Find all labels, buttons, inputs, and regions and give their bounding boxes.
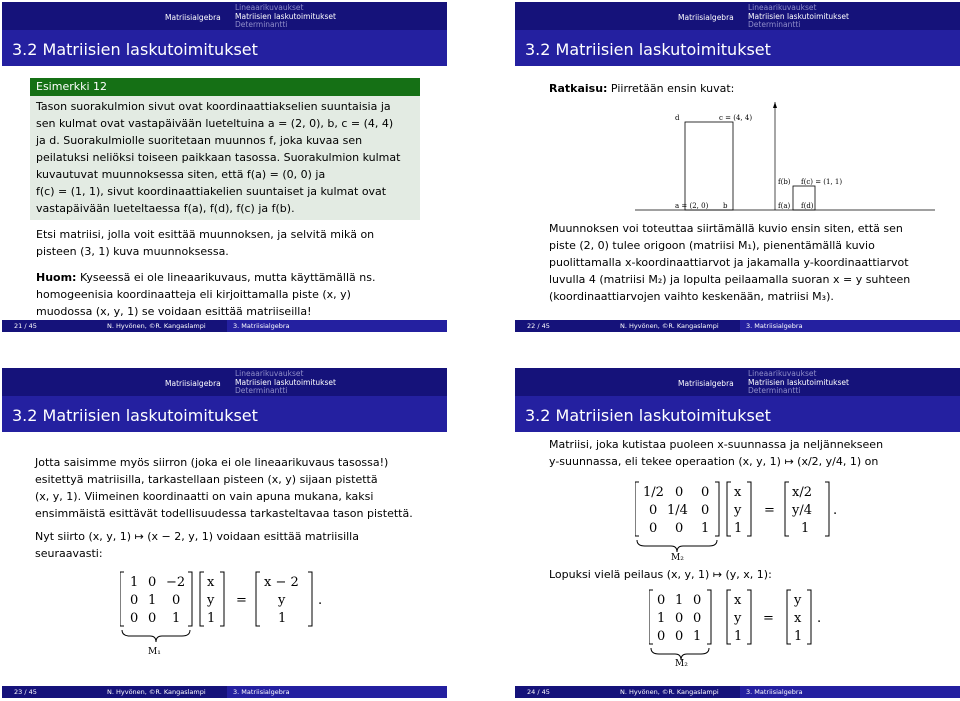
solution-intro [549,80,734,97]
nav-section[interactable]: Matriisialgebra [165,13,221,22]
footer-author: N. Hyvönen, ©R. Kangaslampi [107,322,206,330]
label-fc: f(c) = (1, 1) [801,178,843,186]
footer [515,320,960,332]
bracket-group [649,590,811,660]
frame-title: 3.2 Matriisien laskutoimitukset [12,406,258,425]
matrix-cell: 1 [657,611,666,626]
text-line: Nyt siirto (x, y, 1) ↦ (x − 2, y, 1) voidaan esittää matriisilla [35,530,359,543]
label-fb: f(b) [778,178,791,186]
matrix-cell: 0 [657,593,666,608]
solution-text [549,220,944,305]
footer-right [227,686,447,698]
solution-intro-text: Piirretään ensin kuvat: [607,82,735,95]
vector-cell: 1 [734,629,743,644]
vector-cell: x [207,575,215,590]
nav-sub-2[interactable]: Matriisien laskutoimitukset [748,11,849,21]
slide-23 [2,368,447,698]
nav-bar [515,2,960,30]
matrix-cell: 0 [693,593,702,608]
period: . [817,611,822,626]
note-line: homogeenisia koordinaatteja eli kirjoittamalla piste (x, y) [36,288,351,301]
text-line: esitettyä matriisilla, tarkastellaan pisteen (x, y) sijaan pistettä [35,473,378,486]
matrix-cell: 0 [701,485,710,500]
nav-bar [2,2,447,30]
example-line: kuvautuvat muunnoksessa siten, että f(a) = (0, 0) ja [36,168,326,181]
matrix-cell: 0 [130,593,139,608]
matrix-cell: 0 [701,503,710,518]
equals-sign: = [236,593,247,608]
matrix-cell: 0 [649,503,658,518]
nav-sub-2[interactable]: Matriisien laskutoimitukset [235,11,336,21]
matrix-cell: 0 [148,575,157,590]
nav-sub-1[interactable]: Lineaarikuvaukset [235,369,304,378]
vector-cell: 1 [207,611,216,626]
footer-chapter: 3. Matriisialgebra [233,322,290,330]
equals-sign: = [763,611,774,626]
transformation-figure [635,100,935,220]
result-cell: y [794,593,802,608]
example-title: Esimerkki 12 [30,78,420,96]
matrix-cell: 0 [675,485,684,500]
footer-chapter: 3. Matriisialgebra [746,688,803,696]
footer-left [2,686,227,698]
solution-line: Muunnoksen voi toteuttaa siirtämällä kuvio ensin siten, että sen [549,222,903,235]
text-line: (x, y, 1). Viimeinen koordinaatti on vain apuna mukana, kaksi [35,490,374,503]
footer [2,686,447,698]
label-fa: f(a) [778,202,791,210]
scaling-equation [635,480,875,562]
matrix-cell: 0 [693,611,702,626]
nav-bar [2,368,447,396]
text-line: Jotta saisimme myös siirron (joka ei ole lineaarikuvaus tasossa!) [35,456,389,469]
example-line: peilatuksi neliöksi toiseen paikkaan tasossa. Suorakulmion kulmat [36,151,401,164]
label-fd: f(d) [801,202,814,210]
result-cell: x/2 [792,485,812,500]
matrix-cell: 0 [675,629,684,644]
result-cell: y/4 [792,503,812,518]
footer-author: N. Hyvönen, ©R. Kangaslampi [620,688,719,696]
example-line: ja d. Suorakulmiolle suoritetaan muunnos f, joka kuvaa sen [36,134,363,147]
vector-cell: 1 [734,521,743,536]
nav-section[interactable]: Matriisialgebra [678,379,734,388]
frame-title: 3.2 Matriisien laskutoimitukset [525,40,771,59]
matrix-cell: 0 [172,593,181,608]
vector-cell: y [207,593,215,608]
period: . [318,593,323,608]
note-label: Huom: [36,271,77,284]
nav-sub-3[interactable]: Determinantti [748,20,801,30]
reflection-equation [649,588,869,668]
label-b: b [723,202,728,210]
task-line: Etsi matriisi, jolla voit esittää muunnoksen, ja selvitä mikä on [36,228,375,241]
footer-right [740,320,960,332]
matrix-cell: 0 [675,521,684,536]
matrix-cell: 0 [148,611,157,626]
text-line: Matriisi, joka kutistaa puoleen x-suunnassa ja neljännekseen [549,438,884,451]
example-line: Tason suorakulmion sivut ovat koordinaattiakselien suuntaisia ja [36,100,391,113]
frame-title-bar [2,30,447,66]
nav-section[interactable]: Matriisialgebra [678,13,734,22]
task-line: pisteen (3, 1) kuva muunnoksessa. [36,245,229,258]
result-cell: 1 [278,611,287,626]
footer-left [2,320,227,332]
text-line: Lopuksi vielä peilaus (x, y, 1) ↦ (y, x, 1): [549,568,772,581]
footer [515,686,960,698]
translation-equation [120,570,350,660]
nav-subsections [748,370,849,396]
matrix-label: M₁ [148,647,161,657]
matrix-cell: 1 [693,629,702,644]
frame-title-bar [2,396,447,432]
matrix-m1 [130,575,322,626]
nav-sub-1[interactable]: Lineaarikuvaukset [235,3,304,12]
page-number: 24 / 45 [527,688,550,696]
matrix-cell: 0 [649,521,658,536]
example-line: f(c) = (1, 1), sivut koordinaattiakelien suuntaiset ja kulmat ovat [36,185,387,198]
matrix-cell: 0 [657,629,666,644]
result-cell: 1 [801,521,810,536]
footer-right [227,320,447,332]
matrix-cell: −2 [166,575,186,590]
matrix-cell: 0 [675,611,684,626]
footer [2,320,447,332]
nav-subsections [235,4,336,30]
nav-sub-2[interactable]: Matriisien laskutoimitukset [748,377,849,387]
equals-sign: = [764,503,775,518]
y-axis-arrow [773,102,777,108]
example-line: vastapäivään lueteltaessa f(a), f(d), f(c) ja f(b). [36,202,295,215]
note-line: muodossa (x, y, 1) se voidaan esittää matriiseilla! [36,305,312,318]
reflection-text [549,566,949,583]
solution-line: luvulla 4 (matriisi M₂) ja lopulta peilaamalla suoran x = y suhteen [549,273,911,286]
matrix-label: M₂ [671,553,684,562]
label-c: c = (4, 4) [719,114,753,122]
page-number: 21 / 45 [14,322,37,330]
label-a: a = (2, 0) [675,202,709,210]
result-cell: 1 [794,629,803,644]
nav-subsections [235,370,336,396]
nav-sub-1[interactable]: Lineaarikuvaukset [748,369,817,378]
period: . [833,503,838,518]
matrix-cell: 1 [172,611,181,626]
task-text [36,226,420,260]
footer-left [515,686,740,698]
intro-text [35,454,435,522]
nav-subsections [748,4,849,30]
frame-title: 3.2 Matriisien laskutoimitukset [525,406,771,425]
nav-sub-3[interactable]: Determinantti [748,386,801,396]
vector-cell: x [734,593,742,608]
solution-line: piste (2, 0) tulee origoon (matriisi M₁), pienentämällä kuvio [549,239,875,252]
result-cell: y [278,593,286,608]
vector-cell: x [734,485,742,500]
page-number: 22 / 45 [527,322,550,330]
scaling-text [549,436,949,470]
matrix-reflection [657,593,821,644]
matrix-label: M₂ [675,659,688,668]
solution-line: (koordinaattiarvojen vaihto keskenään, matriisi M₃). [549,290,834,303]
text-line: ensimmäistä esittävät todellisuudessa tarkasteltavaa tason pistettä. [35,507,413,520]
vector-cell: y [734,611,742,626]
frame-title-bar [515,396,960,432]
slide-24 [515,368,960,698]
footer-author: N. Hyvönen, ©R. Kangaslampi [107,688,206,696]
matrix-cell: 1 [148,593,157,608]
nav-sub-1[interactable]: Lineaarikuvaukset [748,3,817,12]
example-text [36,98,420,217]
footer-chapter: 3. Matriisialgebra [233,688,290,696]
nav-sub-3[interactable]: Determinantti [235,386,288,396]
nav-bar [515,368,960,396]
footer-right [740,686,960,698]
footer-author: N. Hyvönen, ©R. Kangaslampi [620,322,719,330]
solution-line: puolittamalla x-koordinaattiarvot ja jakamalla y-koordinaattiarvot [549,256,909,269]
nav-sub-3[interactable]: Determinantti [235,20,288,30]
matrix-cell: 1 [675,593,684,608]
result-cell: x − 2 [264,575,299,590]
example-line: sen kulmat ovat vastapäivään lueteltuina a = (2, 0), b, c = (4, 4) [36,117,394,130]
matrix-cell: 1 [130,575,139,590]
text-line: y-suunnassa, eli tekee operaation (x, y, 1) ↦ (x/2, y/4, 1) on [549,455,879,468]
page-number: 23 / 45 [14,688,37,696]
matrix-m2 [643,485,837,536]
vector-cell: y [734,503,742,518]
label-d: d [675,114,680,122]
frame-title: 3.2 Matriisien laskutoimitukset [12,40,258,59]
note-line: Kyseessä ei ole lineaarikuvaus, mutta käyttämällä ns. [76,271,376,284]
matrix-cell: 1 [701,521,710,536]
slide-22 [515,2,960,332]
text-line: seuraavasti: [35,547,103,560]
result-cell: x [794,611,802,626]
solution-label: Ratkaisu: [549,82,608,95]
note-text [36,269,420,320]
rectangle-abcd [685,122,733,210]
slide-21 [2,2,447,332]
nav-section[interactable]: Matriisialgebra [165,379,221,388]
matrix-cell: 1/2 [643,485,664,500]
nav-sub-2[interactable]: Matriisien laskutoimitukset [235,377,336,387]
translation-text [35,528,435,562]
footer-chapter: 3. Matriisialgebra [746,322,803,330]
matrix-cell: 1/4 [667,503,688,518]
example-block [30,96,420,220]
footer-left [515,320,740,332]
matrix-cell: 0 [130,611,139,626]
frame-title-bar [515,30,960,66]
